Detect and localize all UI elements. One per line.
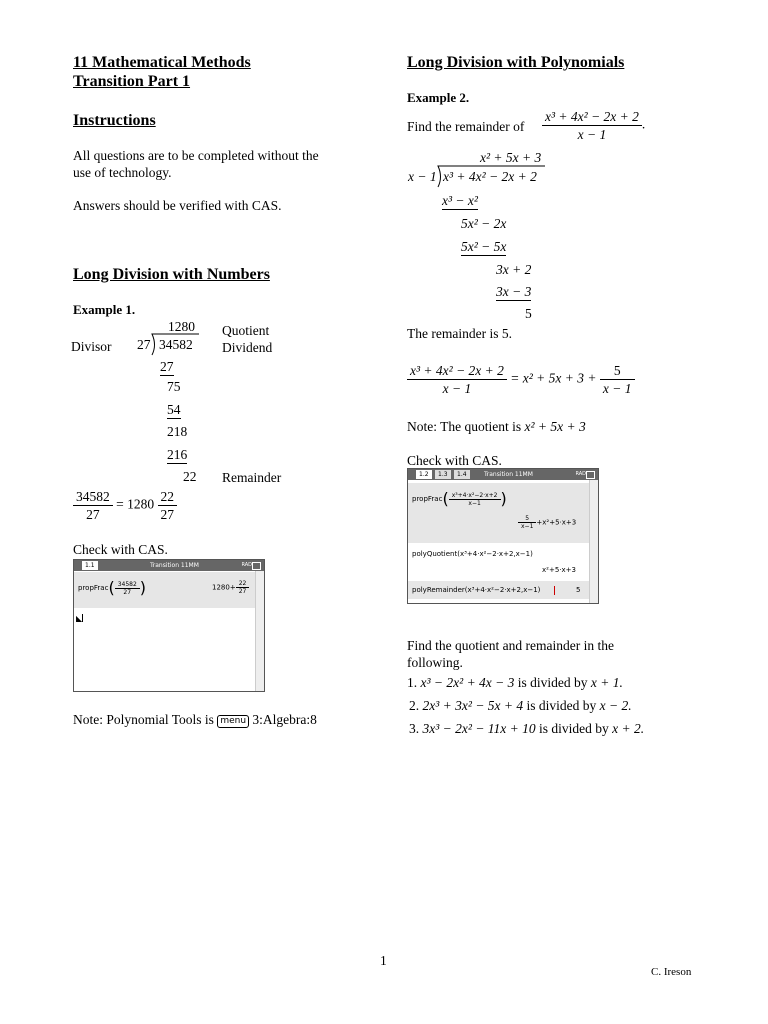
poly-remainder: 5 bbox=[525, 306, 532, 321]
division-divisor: 27 bbox=[137, 337, 151, 352]
poly-quotient: x² + 5x + 3 bbox=[480, 150, 542, 165]
result-den: 27 bbox=[86, 507, 100, 522]
cas2-cmd1-name: propFrac bbox=[412, 495, 443, 503]
exercise-connector: is divided by bbox=[517, 675, 588, 690]
result-frac-den: 27 bbox=[160, 507, 174, 522]
dividend-label: Dividend bbox=[222, 340, 273, 355]
page-number: 1 bbox=[380, 953, 387, 968]
cas2-input-caret[interactable] bbox=[554, 586, 555, 595]
cursor-icon: ◣ bbox=[76, 614, 83, 623]
division-dividend: 34582 bbox=[159, 337, 193, 352]
exercise-divisor: x + 2. bbox=[612, 721, 645, 736]
note-prefix: Note: Polynomial Tools is bbox=[73, 712, 214, 727]
cas-screen-1 bbox=[73, 559, 265, 692]
division-step-2: 75 bbox=[167, 379, 181, 394]
exercise-number: 2. bbox=[409, 698, 420, 713]
cas2-command-3: polyRemainder(x³+4·x²−2·x+2,x−1) bbox=[412, 586, 541, 594]
exercise-item bbox=[409, 720, 644, 737]
cas1-tab[interactable]: 1.1 bbox=[82, 561, 98, 570]
cas2-answer-2: x²+5·x+3 bbox=[542, 566, 576, 574]
identity-lhs-den: x − 1 bbox=[442, 381, 472, 396]
cas1-scrollbar[interactable] bbox=[255, 571, 264, 691]
exercise-connector: is divided by bbox=[539, 721, 609, 736]
result-fraction-lhs bbox=[73, 488, 113, 523]
cas1-toolbar bbox=[74, 560, 264, 571]
division-quotient: 1280 bbox=[168, 319, 195, 334]
cas2-tab-3[interactable]: 1.4 bbox=[454, 470, 470, 479]
poly-step-4: 3x + 2 bbox=[496, 262, 532, 277]
cas1-answer-whole: 1280+ bbox=[212, 583, 236, 592]
exercise-number: 1. bbox=[407, 675, 418, 690]
cas2-answer-1 bbox=[518, 515, 576, 530]
cas1-arg-den: 27 bbox=[123, 588, 132, 596]
cas1-title: Transition 11MM bbox=[150, 562, 199, 569]
cas2-toolbar bbox=[408, 469, 598, 480]
cas1-answer bbox=[212, 580, 249, 595]
exercise-intro-line-1: Find the quotient and remainder in the bbox=[407, 638, 614, 653]
exercise-polynomial: 3x³ − 2x² − 11x + 10 bbox=[422, 721, 536, 736]
cas2-tab-2[interactable]: 1.3 bbox=[435, 470, 451, 479]
divisor-label: Divisor bbox=[71, 339, 112, 354]
division-step-3: 54 bbox=[167, 402, 181, 417]
division-identity bbox=[407, 362, 635, 397]
cas1-answer-den: 27 bbox=[238, 588, 247, 595]
cas1-input-caret[interactable] bbox=[82, 614, 83, 622]
cas2-ans1-num: 5 bbox=[518, 515, 536, 523]
poly-step-3: 5x² − 5x bbox=[461, 239, 507, 254]
exercise-divisor: x + 1. bbox=[590, 675, 623, 690]
exercise-intro-line-2: following. bbox=[407, 655, 463, 670]
identity-lhs-num: x³ + 4x² − 2x + 2 bbox=[407, 362, 507, 380]
exercise-divisor: x − 2. bbox=[599, 698, 632, 713]
result-num: 34582 bbox=[73, 488, 113, 506]
quotient-note-prefix: Note: The quotient is bbox=[407, 419, 522, 434]
remainder-statement: The remainder is 5. bbox=[407, 326, 512, 341]
cas2-answer-3: 5 bbox=[576, 586, 581, 594]
result-equals: = 1280 bbox=[116, 496, 155, 512]
cas2-mode: RAD bbox=[575, 471, 586, 477]
example2-fraction: $\frac{\text{x³ + 4x² − 2x + 2}}{x - 1}$ . bbox=[542, 108, 645, 143]
document-title bbox=[73, 53, 251, 91]
exercise-intro bbox=[407, 637, 614, 671]
cas2-tab-1[interactable]: 1.2 bbox=[416, 470, 432, 479]
exercise-polynomial: x³ − 2x² + 4x − 3 bbox=[420, 675, 515, 690]
division-step-1: 27 bbox=[160, 359, 174, 374]
battery-icon bbox=[252, 562, 261, 570]
example2-label: Example 2. bbox=[407, 90, 470, 105]
polynomial-tools-note bbox=[73, 711, 317, 728]
result-frac-num: 22 bbox=[158, 488, 178, 506]
exercise-item bbox=[407, 674, 623, 691]
example2-frac-num: x³ + 4x² − 2x + 2 bbox=[542, 108, 642, 126]
cas2-command-1: propFrac( $\frac{\text{x³+4·x²−2·x+2}}{x-1}$ ) bbox=[412, 489, 507, 508]
identity-rhs-den: x − 1 bbox=[602, 381, 632, 396]
exercise-connector: is divided by bbox=[526, 698, 597, 713]
example1-label: Example 1. bbox=[73, 302, 136, 317]
menu-key-icon: menu bbox=[217, 715, 249, 728]
identity-rhs-num: 5 bbox=[600, 362, 635, 380]
title-line-1: 11 Mathematical Methods bbox=[73, 54, 251, 71]
battery-icon bbox=[586, 471, 595, 479]
division-step-5: 216 bbox=[167, 447, 188, 462]
quotient-note-value: x² + 5x + 3 bbox=[524, 419, 586, 434]
result-equation bbox=[73, 488, 177, 523]
instructions-line-1: All questions are to be completed without the bbox=[73, 148, 319, 163]
check-cas-label-2: Check with CAS. bbox=[407, 453, 502, 468]
cas2-command-2: polyQuotient(x³+4·x²−2·x+2,x−1) bbox=[412, 550, 533, 558]
poly-step-2: 5x² − 2x bbox=[461, 216, 507, 231]
cas2-cmd1-den: x−1 bbox=[468, 499, 481, 507]
cas2-ans1-den: x−1 bbox=[521, 523, 534, 530]
quotient-label: Quotient bbox=[222, 323, 270, 338]
quotient-note bbox=[407, 418, 586, 435]
cas1-command-name: propFrac bbox=[78, 584, 109, 592]
numbers-heading: Long Division with Numbers bbox=[73, 266, 270, 283]
poly-step-1: x³ − x² bbox=[442, 193, 478, 208]
cas2-title: Transition 11MM bbox=[484, 471, 533, 478]
note-suffix: 3:Algebra:8 bbox=[252, 712, 317, 727]
poly-dividend: x³ + 4x² − 2x + 2 bbox=[443, 169, 537, 184]
cas2-cmd1-num: x³+4·x²−2·x+2 bbox=[449, 492, 501, 500]
instructions-text bbox=[73, 147, 319, 214]
instructions-line-3: Answers should be verified with CAS. bbox=[73, 198, 282, 213]
exercise-item bbox=[409, 697, 632, 714]
result-fraction-rhs bbox=[158, 488, 178, 523]
division-step-4: 218 bbox=[167, 424, 188, 439]
author-credit: C. Ireson bbox=[651, 966, 692, 978]
example2-frac-den: x − 1 bbox=[577, 127, 607, 142]
cas1-arg-num: 34582 bbox=[115, 581, 140, 589]
cas1-answer-num: 22 bbox=[236, 580, 250, 588]
instructions-line-2: use of technology. bbox=[73, 165, 172, 180]
identity-rhs: = x² + 5x + 3 + bbox=[510, 370, 597, 386]
find-remainder-text: Find the remainder of bbox=[407, 119, 525, 134]
cas2-scrollbar[interactable] bbox=[589, 480, 598, 603]
exercise-number: 3. bbox=[409, 721, 420, 736]
division-remainder: 22 bbox=[183, 469, 197, 484]
cas2-ans1-tail: +x²+5·x+3 bbox=[536, 518, 577, 527]
instructions-heading: Instructions bbox=[73, 112, 156, 129]
check-cas-label-1: Check with CAS. bbox=[73, 542, 168, 557]
exercise-polynomial: 2x³ + 3x² − 5x + 4 bbox=[422, 698, 524, 713]
remainder-label: Remainder bbox=[222, 470, 282, 485]
title-line-2: Transition Part 1 bbox=[73, 73, 191, 90]
cas-screen-2 bbox=[407, 468, 599, 604]
poly-step-5: 3x − 3 bbox=[496, 284, 532, 299]
cas1-command: propFrac( $\frac{34582}{27}$ ) bbox=[78, 578, 147, 597]
polynomials-heading: Long Division with Polynomials bbox=[407, 54, 625, 71]
cas1-mode: RAD bbox=[241, 562, 252, 568]
poly-divisor: x − 1 bbox=[408, 169, 437, 184]
